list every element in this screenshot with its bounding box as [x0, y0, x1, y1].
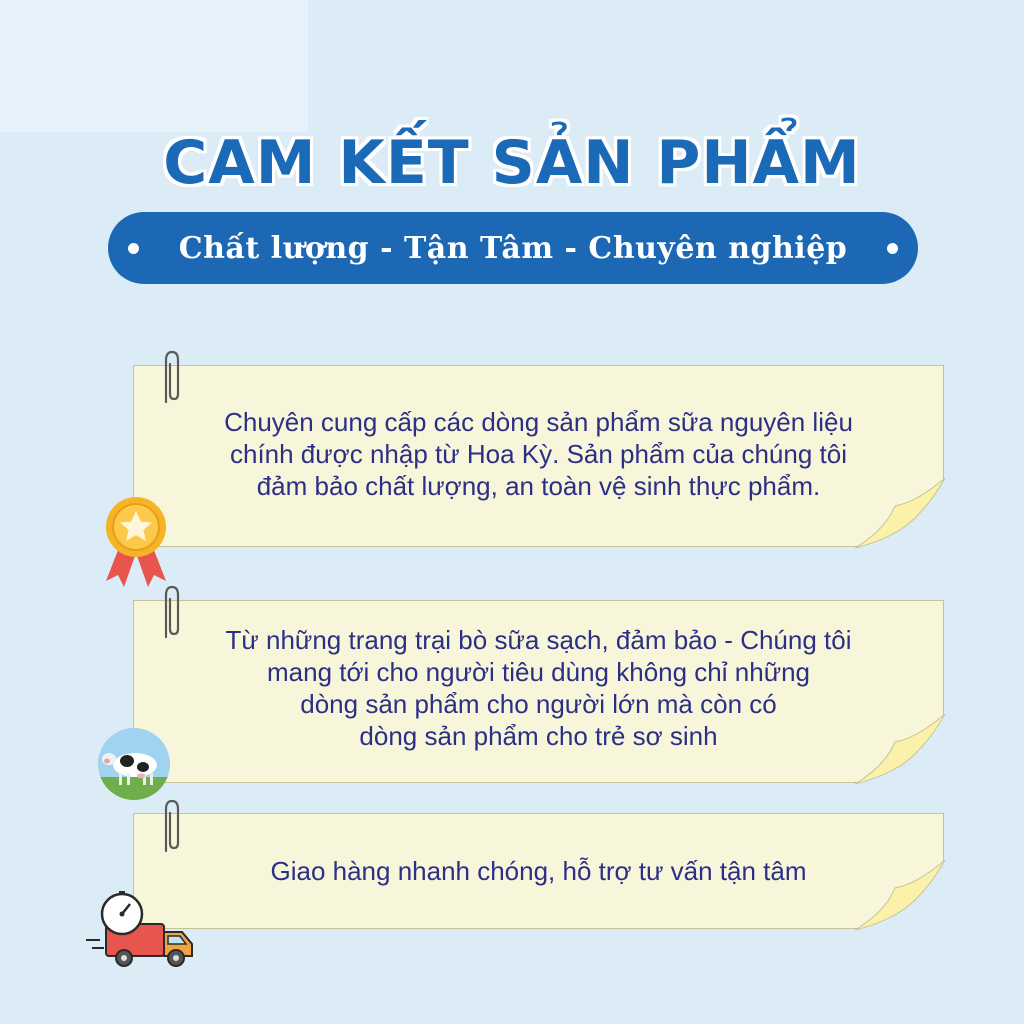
background-patch	[0, 0, 308, 132]
note-card-farm	[133, 600, 944, 783]
bullet-dot-left	[128, 243, 139, 254]
paperclip-icon	[157, 583, 185, 643]
paperclip-icon	[157, 348, 185, 408]
page-title: CAM KẾT SẢN PHẨM	[163, 128, 861, 198]
dairy-cow-icon	[97, 727, 171, 801]
subtitle-text: Chất lượng - Tận Tâm - Chuyên nghiệp	[178, 230, 848, 266]
subtitle-banner	[108, 212, 918, 284]
note-text: Từ những trang trại bò sữa sạch, đảm bảo - Chúng tôi mang tới cho người tiêu dùng không chỉ những dòng sản phẩm cho người lớn mà còn có dòng sản phẩm cho trẻ sơ sinh	[225, 624, 852, 751]
note-card-quality	[133, 365, 944, 547]
page-curl-icon	[855, 714, 945, 784]
note-text: Chuyên cung cấp các dòng sản phẩm sữa nguyên liệu chính được nhập từ Hoa Kỳ. Sản phẩm của chúng tôi đảm bảo chất lượng, an toàn vệ sinh thực phẩm.	[224, 407, 853, 501]
page-curl-icon	[855, 860, 945, 930]
bullet-dot-right	[887, 243, 898, 254]
note-card-delivery	[133, 813, 944, 929]
delivery-truck-icon	[84, 890, 199, 970]
page-curl-icon	[855, 478, 945, 548]
medal-star-icon	[100, 495, 172, 590]
note-text: Giao hàng nhanh chóng, hỗ trợ tư vấn tận tâm	[270, 856, 807, 886]
paperclip-icon	[157, 797, 185, 857]
